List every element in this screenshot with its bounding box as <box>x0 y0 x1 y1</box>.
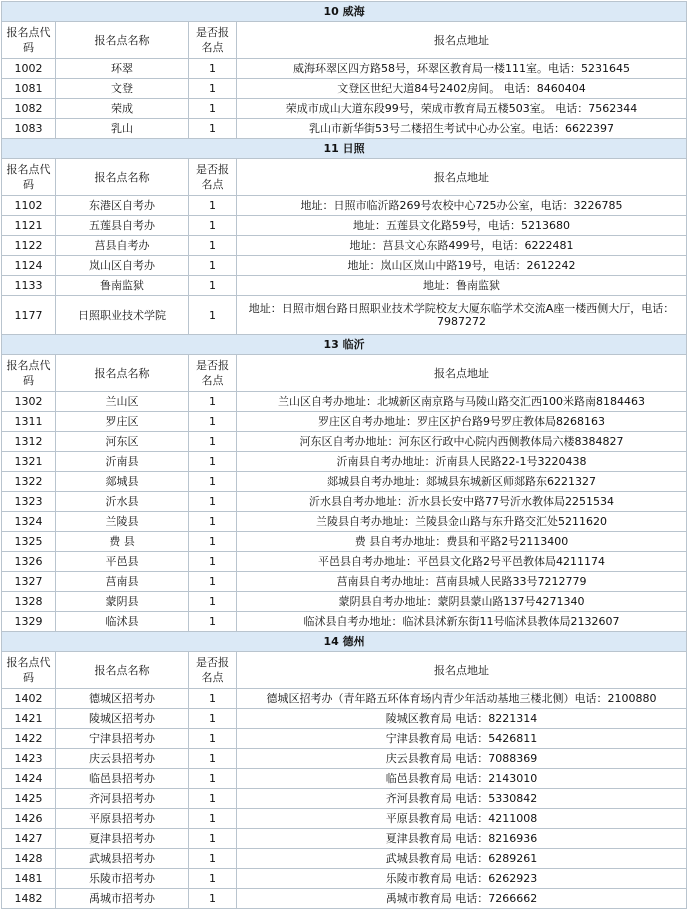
cell-flag: 1 <box>189 749 237 769</box>
cell-addr: 平邑县自考办地址：平邑县文化路2号平邑教体局4211174 <box>237 552 687 572</box>
section-title: 11 日照 <box>2 139 687 159</box>
cell-name: 莒南县 <box>56 572 189 592</box>
cell-code: 1081 <box>2 79 56 99</box>
cell-addr: 地址：日照市烟台路日照职业技术学院校友大厦东临学术交流A座一楼西侧大厅，电话：7987272 <box>237 296 687 335</box>
cell-flag: 1 <box>189 392 237 412</box>
cell-name: 莒县自考办 <box>56 236 189 256</box>
table-row <box>2 472 687 492</box>
cell-flag: 1 <box>189 296 237 335</box>
table-row <box>2 216 687 236</box>
cell-flag: 1 <box>189 689 237 709</box>
table-row <box>2 196 687 216</box>
cell-addr: 陵城区教育局 电话：8221314 <box>237 709 687 729</box>
cell-flag: 1 <box>189 849 237 869</box>
cell-addr: 地址：岚山区岚山中路19号，电话：2612242 <box>237 256 687 276</box>
cell-flag: 1 <box>189 709 237 729</box>
cell-addr: 武城县教育局 电话：6289261 <box>237 849 687 869</box>
cell-code: 1324 <box>2 512 56 532</box>
header-addr: 报名点地址 <box>237 159 687 196</box>
cell-code: 1325 <box>2 532 56 552</box>
cell-name: 东港区自考办 <box>56 196 189 216</box>
cell-name: 鲁南监狱 <box>56 276 189 296</box>
cell-name: 德城区招考办 <box>56 689 189 709</box>
table-row <box>2 79 687 99</box>
header-addr: 报名点地址 <box>237 22 687 59</box>
cell-flag: 1 <box>189 889 237 909</box>
cell-name: 日照职业技术学院 <box>56 296 189 335</box>
cell-name: 乳山 <box>56 119 189 139</box>
cell-flag: 1 <box>189 99 237 119</box>
cell-addr: 莒南县自考办地址：莒南县城人民路33号7212779 <box>237 572 687 592</box>
header-addr: 报名点地址 <box>237 652 687 689</box>
cell-flag: 1 <box>189 59 237 79</box>
cell-code: 1326 <box>2 552 56 572</box>
table-row <box>2 552 687 572</box>
cell-code: 1327 <box>2 572 56 592</box>
table-row <box>2 829 687 849</box>
table-row <box>2 889 687 909</box>
cell-code: 1421 <box>2 709 56 729</box>
table-row <box>2 59 687 79</box>
cell-flag: 1 <box>189 829 237 849</box>
cell-name: 禹城市招考办 <box>56 889 189 909</box>
table-row <box>2 492 687 512</box>
cell-name: 蒙阴县 <box>56 592 189 612</box>
cell-code: 1312 <box>2 432 56 452</box>
cell-addr: 宁津县教育局 电话：5426811 <box>237 729 687 749</box>
cell-addr: 荣成市成山大道东段99号，荣成市教育局五楼503室。 电话：7562344 <box>237 99 687 119</box>
cell-code: 1481 <box>2 869 56 889</box>
cell-name: 兰山区 <box>56 392 189 412</box>
cell-addr: 费 县自考办地址：费县和平路2号2113400 <box>237 532 687 552</box>
table-row <box>2 236 687 256</box>
cell-flag: 1 <box>189 276 237 296</box>
header-name: 报名点名称 <box>56 22 189 59</box>
cell-addr: 兰陵县自考办地址：兰陵县金山路与东升路交汇处5211620 <box>237 512 687 532</box>
cell-flag: 1 <box>189 789 237 809</box>
cell-flag: 1 <box>189 472 237 492</box>
cell-flag: 1 <box>189 236 237 256</box>
header-flag: 是否报名点 <box>189 22 237 59</box>
cell-name: 兰陵县 <box>56 512 189 532</box>
section-row <box>2 335 687 355</box>
cell-code: 1082 <box>2 99 56 119</box>
section-title: 10 威海 <box>2 2 687 22</box>
cell-flag: 1 <box>189 512 237 532</box>
table-row <box>2 412 687 432</box>
header-flag: 是否报名点 <box>189 652 237 689</box>
cell-addr: 乳山市新华街53号二楼招生考试中心办公室。电话：6622397 <box>237 119 687 139</box>
cell-code: 1122 <box>2 236 56 256</box>
cell-code: 1121 <box>2 216 56 236</box>
cell-addr: 地址：五莲县文化路59号，电话：5213680 <box>237 216 687 236</box>
header-code: 报名点代码 <box>2 652 56 689</box>
header-name: 报名点名称 <box>56 159 189 196</box>
table-row <box>2 532 687 552</box>
cell-addr: 夏津县教育局 电话：8216936 <box>237 829 687 849</box>
table-row <box>2 256 687 276</box>
table-row <box>2 572 687 592</box>
cell-name: 武城县招考办 <box>56 849 189 869</box>
cell-addr: 威海环翠区四方路58号，环翠区教育局一楼111室。电话：5231645 <box>237 59 687 79</box>
cell-code: 1177 <box>2 296 56 335</box>
cell-code: 1424 <box>2 769 56 789</box>
header-row <box>2 652 687 689</box>
cell-flag: 1 <box>189 452 237 472</box>
cell-name: 齐河县招考办 <box>56 789 189 809</box>
cell-addr: 沂水县自考办地址：沂水县长安中路77号沂水教体局2251534 <box>237 492 687 512</box>
cell-name: 荣成 <box>56 99 189 119</box>
cell-flag: 1 <box>189 432 237 452</box>
cell-name: 郯城县 <box>56 472 189 492</box>
cell-addr: 庆云县教育局 电话：7088369 <box>237 749 687 769</box>
cell-code: 1427 <box>2 829 56 849</box>
cell-code: 1329 <box>2 612 56 632</box>
cell-addr: 地址：鲁南监狱 <box>237 276 687 296</box>
cell-code: 1422 <box>2 729 56 749</box>
table-row <box>2 709 687 729</box>
header-row <box>2 159 687 196</box>
section-row <box>2 139 687 159</box>
cell-addr: 河东区自考办地址：河东区行政中心院内西侧教体局六楼8384827 <box>237 432 687 452</box>
header-name: 报名点名称 <box>56 652 189 689</box>
table-row <box>2 689 687 709</box>
cell-flag: 1 <box>189 196 237 216</box>
cell-name: 沂南县 <box>56 452 189 472</box>
header-name: 报名点名称 <box>56 355 189 392</box>
cell-code: 1328 <box>2 592 56 612</box>
cell-name: 平邑县 <box>56 552 189 572</box>
cell-addr: 乐陵市教育局 电话：6262923 <box>237 869 687 889</box>
table-row <box>2 789 687 809</box>
section-title: 13 临沂 <box>2 335 687 355</box>
cell-flag: 1 <box>189 769 237 789</box>
cell-name: 文登 <box>56 79 189 99</box>
cell-flag: 1 <box>189 552 237 572</box>
cell-code: 1002 <box>2 59 56 79</box>
cell-code: 1426 <box>2 809 56 829</box>
cell-flag: 1 <box>189 79 237 99</box>
table-row <box>2 392 687 412</box>
cell-flag: 1 <box>189 592 237 612</box>
header-row <box>2 22 687 59</box>
cell-code: 1311 <box>2 412 56 432</box>
cell-flag: 1 <box>189 869 237 889</box>
registration-points-table <box>1 1 687 909</box>
table-row <box>2 592 687 612</box>
cell-name: 临邑县招考办 <box>56 769 189 789</box>
cell-flag: 1 <box>189 216 237 236</box>
table-row <box>2 99 687 119</box>
header-flag: 是否报名点 <box>189 159 237 196</box>
header-code: 报名点代码 <box>2 22 56 59</box>
cell-addr: 平原县教育局 电话：4211008 <box>237 809 687 829</box>
cell-code: 1482 <box>2 889 56 909</box>
cell-code: 1321 <box>2 452 56 472</box>
header-code: 报名点代码 <box>2 355 56 392</box>
cell-code: 1428 <box>2 849 56 869</box>
cell-code: 1402 <box>2 689 56 709</box>
header-code: 报名点代码 <box>2 159 56 196</box>
cell-name: 夏津县招考办 <box>56 829 189 849</box>
cell-flag: 1 <box>189 119 237 139</box>
cell-addr: 地址：日照市临沂路269号农校中心725办公室，电话：3226785 <box>237 196 687 216</box>
cell-flag: 1 <box>189 809 237 829</box>
cell-code: 1425 <box>2 789 56 809</box>
header-row <box>2 355 687 392</box>
cell-code: 1423 <box>2 749 56 769</box>
table-row <box>2 119 687 139</box>
header-addr: 报名点地址 <box>237 355 687 392</box>
cell-name: 乐陵市招考办 <box>56 869 189 889</box>
section-row <box>2 2 687 22</box>
header-flag: 是否报名点 <box>189 355 237 392</box>
table-row <box>2 276 687 296</box>
cell-addr: 德城区招考办（青年路五环体育场内青少年活动基地三楼北侧）电话：2100880 <box>237 689 687 709</box>
cell-code: 1323 <box>2 492 56 512</box>
cell-addr: 临邑县教育局 电话：2143010 <box>237 769 687 789</box>
cell-name: 陵城区招考办 <box>56 709 189 729</box>
cell-flag: 1 <box>189 612 237 632</box>
cell-addr: 齐河县教育局 电话：5330842 <box>237 789 687 809</box>
cell-addr: 罗庄区自考办地址：罗庄区护台路9号罗庄教体局8268163 <box>237 412 687 432</box>
cell-addr: 禹城市教育局 电话：7266662 <box>237 889 687 909</box>
cell-name: 环翠 <box>56 59 189 79</box>
cell-addr: 郯城县自考办地址：郯城县东城新区师郯路东6221327 <box>237 472 687 492</box>
cell-addr: 临沭县自考办地址：临沭县沭新东街11号临沭县教体局2132607 <box>237 612 687 632</box>
table-row <box>2 849 687 869</box>
cell-name: 沂水县 <box>56 492 189 512</box>
table-row <box>2 869 687 889</box>
cell-name: 宁津县招考办 <box>56 729 189 749</box>
table-row <box>2 612 687 632</box>
cell-flag: 1 <box>189 532 237 552</box>
cell-name: 岚山区自考办 <box>56 256 189 276</box>
section-row <box>2 632 687 652</box>
cell-name: 庆云县招考办 <box>56 749 189 769</box>
cell-addr: 兰山区自考办地址：北城新区南京路与马陵山路交汇西100米路南8184463 <box>237 392 687 412</box>
cell-flag: 1 <box>189 492 237 512</box>
cell-code: 1102 <box>2 196 56 216</box>
table-body <box>2 2 687 909</box>
table-row <box>2 729 687 749</box>
cell-name: 五莲县自考办 <box>56 216 189 236</box>
cell-name: 河东区 <box>56 432 189 452</box>
cell-name: 费 县 <box>56 532 189 552</box>
cell-flag: 1 <box>189 412 237 432</box>
cell-addr: 文登区世纪大道84号2402房间。 电话：8460404 <box>237 79 687 99</box>
cell-name: 平原县招考办 <box>56 809 189 829</box>
cell-name: 临沭县 <box>56 612 189 632</box>
cell-name: 罗庄区 <box>56 412 189 432</box>
cell-addr: 蒙阴县自考办地址：蒙阴县蒙山路137号4271340 <box>237 592 687 612</box>
cell-code: 1133 <box>2 276 56 296</box>
section-title: 14 德州 <box>2 632 687 652</box>
table-row <box>2 749 687 769</box>
cell-code: 1083 <box>2 119 56 139</box>
table-row <box>2 809 687 829</box>
table-row <box>2 512 687 532</box>
cell-flag: 1 <box>189 256 237 276</box>
cell-code: 1302 <box>2 392 56 412</box>
cell-addr: 沂南县自考办地址：沂南县人民路22-1号3220438 <box>237 452 687 472</box>
cell-code: 1322 <box>2 472 56 492</box>
table-row <box>2 452 687 472</box>
cell-code: 1124 <box>2 256 56 276</box>
cell-addr: 地址：莒县文心东路499号，电话：6222481 <box>237 236 687 256</box>
table-row <box>2 432 687 452</box>
cell-flag: 1 <box>189 572 237 592</box>
table-row <box>2 296 687 335</box>
cell-flag: 1 <box>189 729 237 749</box>
table-row <box>2 769 687 789</box>
